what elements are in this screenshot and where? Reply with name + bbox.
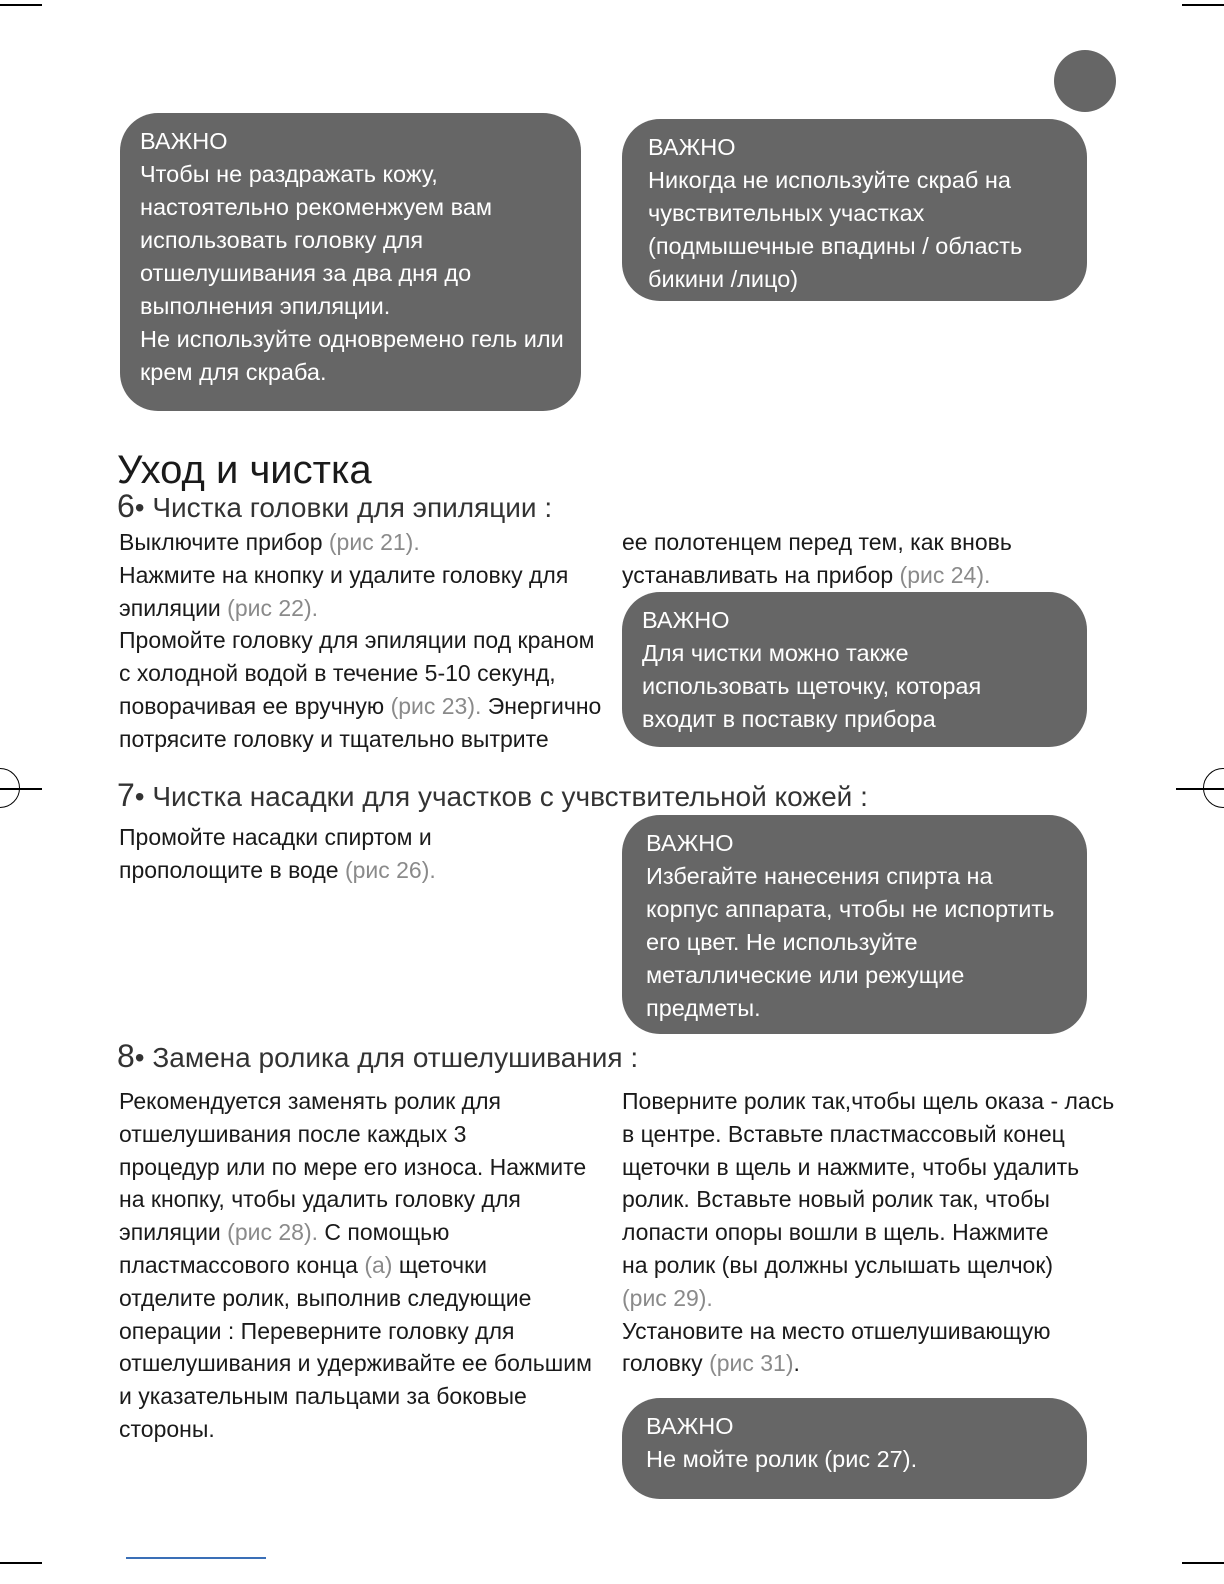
important-box-3-title: ВАЖНО — [642, 607, 730, 633]
text-run: С помощью — [318, 1219, 450, 1246]
section-8-title: • Замена ролика для отшелушивания : — [134, 1042, 639, 1073]
text-run: стороны. — [119, 1415, 215, 1442]
important-box-4 — [622, 815, 1087, 1034]
text-run: лопасти опоры вошли в щель. Нажмите — [622, 1219, 1049, 1246]
crop-mark-top-left — [0, 4, 42, 6]
important-box-2-line: бикини /лицо) — [648, 266, 799, 292]
important-box-3-line: Для чистки можно также — [642, 640, 909, 666]
section-6-left-text — [119, 526, 601, 756]
text-run: отшелушивания и удерживайте ее большим — [119, 1350, 592, 1377]
text-run: Не мойте ролик (рис 27) — [646, 1446, 911, 1472]
text-run: эпиляции — [119, 594, 228, 621]
important-box-1 — [120, 113, 581, 411]
registration-line-left — [0, 788, 42, 790]
figure-ref: (рис 24). — [899, 561, 991, 588]
important-box-3-line: входит в поставку прибора — [642, 706, 936, 732]
important-box-3 — [622, 592, 1087, 747]
important-box-2-line: (подмышечные впадины / область — [648, 233, 1023, 259]
text-run: головку — [622, 1350, 710, 1377]
section-7-title: • Чистка насадки для участков с учвствительной кожей : — [134, 781, 868, 812]
important-box-2-line: чувствительных участках — [648, 200, 925, 226]
important-box-1-line: выполнения эпиляции. — [140, 293, 391, 319]
figure-ref: (рис 29). — [622, 1284, 713, 1311]
important-box-1-line: Не используйте одновремено гель или — [140, 326, 564, 352]
important-box-4-line: корпус аппарата, чтобы не испортить — [646, 896, 1055, 922]
figure-ref: (a) — [364, 1251, 393, 1278]
important-box-2-line: Никогда не используйте скраб на — [648, 167, 1011, 193]
text-run: щеточки в щель и нажмите, чтобы удалить — [622, 1153, 1080, 1180]
text-run: Поверните ролик так,чтобы щель оказа - лась — [622, 1088, 1115, 1114]
important-box-5 — [622, 1398, 1087, 1499]
important-box-1-line: крем для скраба. — [140, 359, 327, 385]
text-run: Промойте насадки спиртом и — [119, 824, 432, 850]
important-box-5-title: ВАЖНО — [646, 1413, 734, 1439]
figure-ref: (рис 23). — [390, 692, 482, 719]
text-run: Рекомендуется заменять ролик для — [119, 1088, 501, 1114]
crop-mark-bottom-left — [0, 1562, 42, 1564]
section-8-left-text — [119, 1085, 592, 1446]
text-run: отделите ролик, выполнив следующие — [119, 1284, 532, 1311]
section-8-heading — [117, 1038, 638, 1075]
text-run: Промойте головку для эпиляции под краном — [119, 627, 595, 654]
section-6-title: • Чистка головки для эпиляции : — [134, 492, 553, 523]
text-run: Энергично — [481, 692, 602, 719]
text-run: . — [910, 1446, 918, 1472]
important-box-1-line: отшелушивания за два дня до — [140, 260, 472, 286]
text-run: эпиляции — [119, 1219, 228, 1246]
text-run: и указательным пальцами за боковые — [119, 1383, 527, 1410]
important-box-4-line: его цвет. Не используйте — [646, 929, 918, 955]
important-box-4-title: ВАЖНО — [646, 830, 734, 856]
important-box-2 — [622, 119, 1087, 301]
important-box-4-line: металлические или режущие — [646, 962, 965, 988]
section-6-number: 6 — [117, 488, 135, 524]
text-run: поворачивая ее вручную — [119, 692, 391, 719]
figure-ref: (рис 28). — [227, 1219, 318, 1246]
important-box-1-title: ВАЖНО — [140, 128, 228, 154]
text-run: операции : Переверните головку для — [119, 1317, 515, 1344]
section-8-right-text — [622, 1085, 1114, 1380]
text-run: ролик. Вставьте новый ролик так, чтобы — [622, 1186, 1050, 1213]
section-6-heading — [117, 488, 552, 525]
page-tab-circle — [1054, 50, 1116, 112]
section-7-number: 7 — [117, 777, 135, 813]
important-box-4-line: предметы. — [646, 995, 761, 1021]
figure-ref: (рис 26). — [344, 856, 436, 883]
text-run: в центре. Вставьте пластмассовый конец — [622, 1120, 1065, 1147]
text-run: потрясите головку и тщательно вытрите — [119, 725, 549, 752]
registration-line-right — [1176, 788, 1224, 790]
text-run: Выключите прибор — [119, 529, 329, 555]
text-run: ее полотенцем перед тем, как вновь — [622, 529, 1012, 555]
important-box-1-line: настоятельно рекоменжуем вам — [140, 194, 493, 220]
important-box-3-line: использовать щеточку, которая — [642, 673, 982, 699]
text-run: щеточки — [392, 1251, 488, 1278]
text-run: процедур или по мере его износа. Нажмите — [119, 1153, 587, 1180]
section-7-left-text — [119, 821, 436, 887]
text-run: прополощите в воде — [119, 856, 345, 883]
text-run: устанавливать на прибор — [622, 561, 900, 588]
important-box-1-line: Чтобы не раздражать кожу, — [140, 161, 438, 187]
text-run: на ролик (вы должны услышать щелчок) — [622, 1251, 1054, 1278]
figure-ref: (рис 21). — [328, 529, 420, 555]
figure-ref: (рис 22). — [227, 594, 318, 621]
important-box-2-title: ВАЖНО — [648, 134, 736, 160]
text-run: . — [793, 1350, 800, 1377]
figure-ref: (рис 31) — [709, 1350, 794, 1377]
section-8-number: 8 — [117, 1038, 135, 1074]
text-run: с холодной водой в течение 5-10 секунд, — [119, 660, 556, 687]
text-run: Нажмите на кнопку и удалите головку для — [119, 561, 569, 588]
text-run: пластмассового конца — [119, 1251, 365, 1278]
section-7-heading — [117, 777, 868, 814]
text-run: на кнопку, чтобы удалить головку для — [119, 1186, 521, 1213]
text-run: отшелушивания после каждых 3 — [119, 1120, 467, 1147]
crop-mark-top-right — [1182, 4, 1224, 6]
bottom-accent-line — [126, 1557, 266, 1559]
important-box-5-line — [646, 1443, 1069, 1476]
page-title: Уход и чистка — [117, 448, 372, 492]
section-6-right-text — [622, 526, 1012, 592]
text-run: Установите на место отшелушивающую — [622, 1317, 1051, 1344]
important-box-4-line: Избегайте нанесения спирта на — [646, 863, 993, 889]
important-box-1-line: использовать головку для — [140, 227, 424, 253]
crop-mark-bottom-right — [1182, 1562, 1224, 1564]
